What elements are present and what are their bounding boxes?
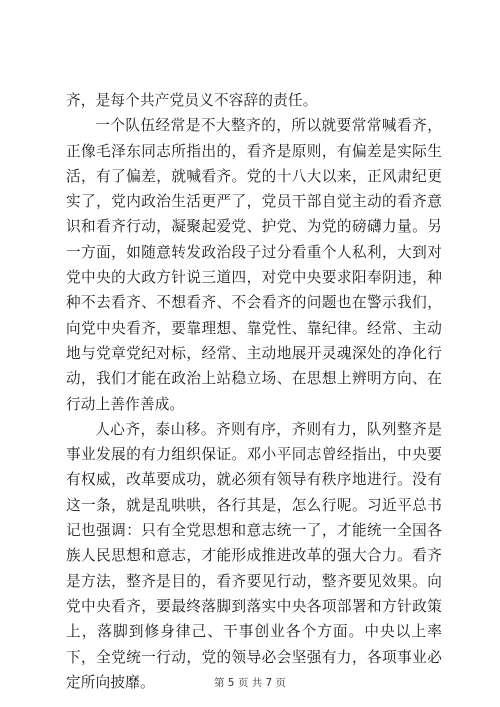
paragraph-alignment: 一个队伍经常是不大整齐的，所以就要常常喊看齐，正像毛泽东同志所指出的，看齐是原则，有偏差是实际生活，有了偏差，就喊看齐。党的十八大以来，正风肃纪更实了，党内政治生活更严了，党员干部自觉主动的看齐意识和看齐行动，凝聚起爱党、护党、为党的磅礴力量。另一方面，如随意转发政治段子过分看重个人私利，大到对党中央的大政方针说三道四，对党中央要求阳奉阴违，种种不去看齐、不想看齐、不会看齐的问题也在警示我们，向党中央看齐，要靠理想、靠党性、靠纪律。经常、主动地与党章党纪对标，经常、主动地展开灵魂深处的净化行动，我们才能在政治上站稳立场、在思想上辨明方向、在行动上善作善成。 xyxy=(66,117,442,413)
page-number-footer: 第 5 页 共 7 页 xyxy=(213,677,287,689)
paragraph-unity: 人心齐，泰山移。齐则有序，齐则有力，队列整齐是事业发展的有力组织保证。邓小平同志曾经指出，中央要有权威，改革要成功，就必须有领导有秩序地进行。没有这一条，就是乱哄哄，各行其是，怎么行呢。习近平总书记也强调：只有全党思想和意志统一了，才能统一全国各族人民思想和意志，才能形成推进改革的强大合力。看齐是方法，整齐是目的，看齐要见行动，整齐要见效果。向党中央看齐，要最终落脚到落实中央各项部署和方针政策上，落脚到修身律己、干事创业各个方面。中央以上率下，全党统一行动，党的领导必会坚强有力，各项事业必定所向披靡。 xyxy=(66,420,442,691)
paragraph-continuation: 齐，是每个共产党员义不容辞的责任。 xyxy=(66,92,318,109)
document-body xyxy=(66,88,442,695)
